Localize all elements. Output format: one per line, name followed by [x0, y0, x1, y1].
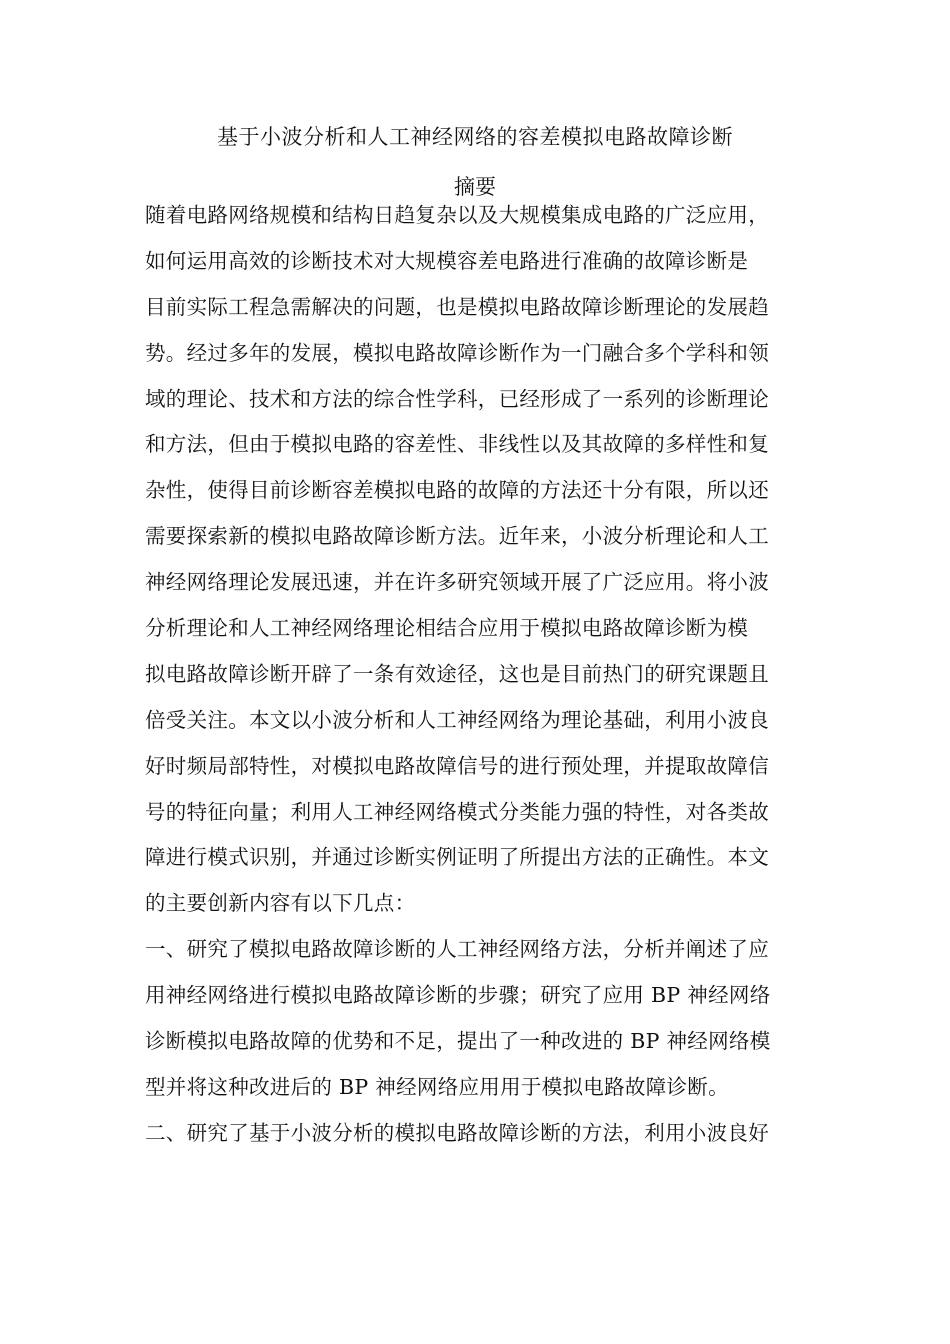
text-line: 型并将这种改进后的 BP 神经网络应用用于模拟电路故障诊断。: [145, 1074, 729, 1099]
text-line: 二、研究了基于小波分析的模拟电路故障诊断的方法，利用小波良好: [145, 1120, 769, 1145]
text-line: 域的理论、技术和方法的综合性学科，已经形成了一系列的诊断理论: [145, 386, 769, 411]
text-line: 的主要创新内容有以下几点：: [145, 891, 416, 916]
text-line: 用神经网络进行模拟电路故障诊断的步骤；研究了应用 BP 神经网络: [145, 983, 771, 1008]
text-line: 神经网络理论发展迅速，并在许多研究领域开展了广泛应用。将小波: [145, 570, 769, 595]
text-line: 需要探索新的模拟电路故障诊断方法。近年来，小波分析理论和人工: [145, 524, 769, 549]
text-line: 和方法，但由于模拟电路的容差性、非线性以及其故障的多样性和复: [145, 432, 769, 457]
text-line: 势。经过多年的发展，模拟电路故障诊断作为一门融合多个学科和领: [145, 340, 769, 365]
text-line: 好时频局部特性，对模拟电路故障信号的进行预处理，并提取故障信: [145, 753, 769, 778]
document-title: 基于小波分析和人工神经网络的容差模拟电路故障诊断: [217, 125, 733, 149]
text-line: 分析理论和人工神经网络理论相结合应用于模拟电路故障诊断为模: [145, 616, 749, 641]
text-line: 目前实际工程急需解决的问题，也是模拟电路故障诊断理论的发展趋: [145, 294, 769, 319]
text-line: 拟电路故障诊断开辟了一条有效途径，这也是目前热门的研究课题且: [145, 661, 769, 686]
text-line: 杂性，使得目前诊断容差模拟电路的故障的方法还十分有限，所以还: [145, 478, 769, 503]
abstract-body: [145, 197, 810, 1161]
text-line: 随着电路网络规模和结构日趋复杂以及大规模集成电路的广泛应用，: [145, 203, 769, 227]
text-line: 号的特征向量；利用人工神经网络模式分类能力强的特性，对各类故: [145, 799, 769, 824]
text-line: 障进行模式识别，并通过诊断实例证明了所提出方法的正确性。本文: [145, 845, 769, 870]
text-line: 如何运用高效的诊断技术对大规模容差电路进行准确的故障诊断是: [145, 248, 749, 273]
abstract-heading: 摘要: [454, 175, 496, 199]
text-line: 诊断模拟电路故障的优势和不足，提出了一种改进的 BP 神经网络模: [145, 1029, 771, 1054]
text-line: 倍受关注。本文以小波分析和人工神经网络为理论基础，利用小波良: [145, 707, 769, 732]
text-line: 一、研究了模拟电路故障诊断的人工神经网络方法，分析并阐述了应: [145, 937, 769, 962]
